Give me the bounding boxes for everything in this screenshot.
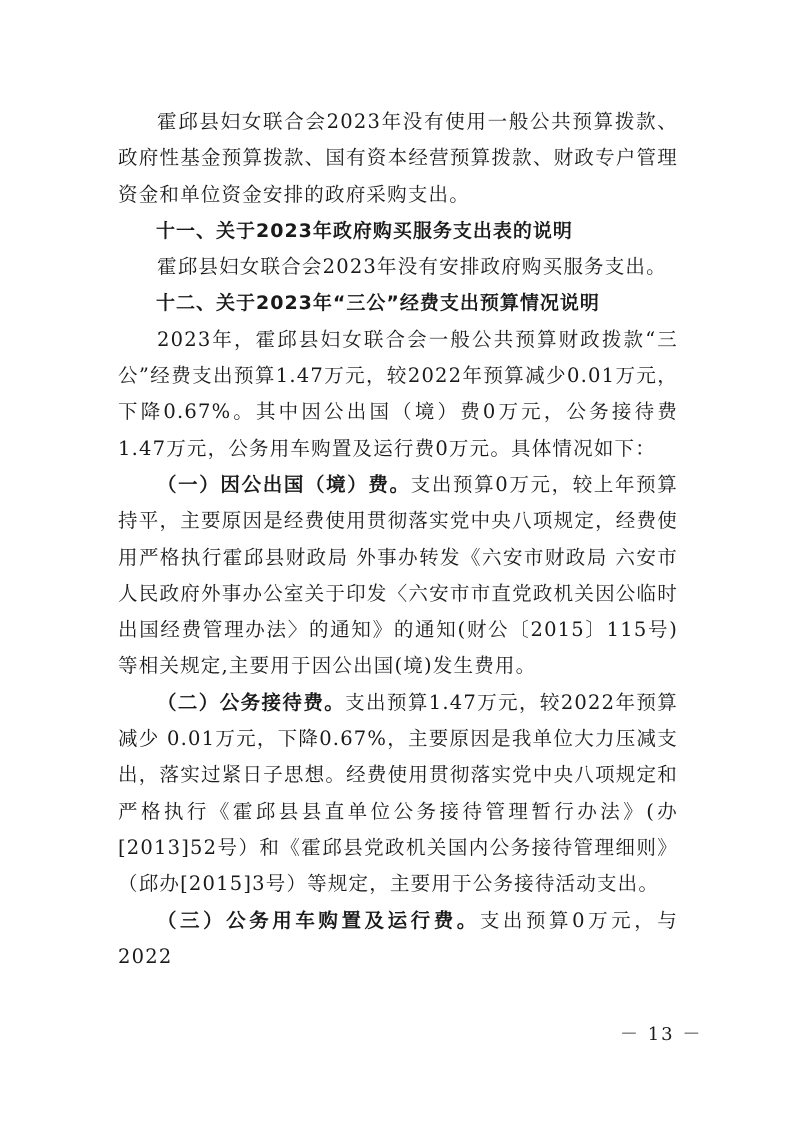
subheading-overseas-travel: （一）因公出国（境）费。 <box>157 472 411 496</box>
heading-section-11: 十一、关于2023年政府购买服务支出表的说明 <box>156 219 573 242</box>
paragraph-official-reception <box>118 685 678 903</box>
paragraph-procurement: 霍邱县妇女联合会2023年没有使用一般公共预算拨款、政府性基金预算拨款、国有资本经营预算拨款、财政专户管理资金和单位资金安排的政府采购支出。 <box>118 110 678 206</box>
paragraph-overseas-travel <box>118 467 678 685</box>
heading-section-12: 十二、关于2023年“三公”经费支出预算情况说明 <box>156 292 600 315</box>
official-reception-body: 支出预算1.47万元，较2022年预算减少 0.01万元，下降0.67%，主要原因是我单位大力压减支出，落实过紧日子思想。经费使用贯彻落实党中央八项规定和严格执行《霍邱县县直单位公务接待管理暂行办法》(办[2013]52号）和《霍邱县党政机关国内公务接待管理细则》（邱办[2015]3号）等规定，主要用于公务接待活动支出。 <box>118 690 678 896</box>
paragraph-three-public-summary: 2023年，霍邱县妇女联合会一般公共预算财政拨款“三公”经费支出预算1.47万元，较2022年预算减少0.01万元，下降0.67%。其中因公出国（境）费0万元，公务接待费1.47万元，公务用车购置及运行费0万元。具体情况如下： <box>118 327 678 460</box>
paragraph-official-vehicles <box>118 903 678 976</box>
paragraph-purchase-services: 霍邱县妇女联合会2023年没有安排政府购买服务支出。 <box>157 255 667 279</box>
document-body <box>118 104 678 975</box>
page-number: － 13 － <box>620 1024 703 1045</box>
overseas-travel-body: 支出预算0万元，较上年预算持平，主要原因是经费使用贯彻落实党中央八项规定，经费使用严格执行霍邱县财政局 外事办转发《六安市财政局 六安市人民政府外事办公室关于印发〈六安市市直党政机关因公临时出国经费管理办法〉的通知》的通知(财公〔2015〕115号)等相关规定,主要用于因公出国(境)发生费用。 <box>118 472 678 678</box>
subheading-official-reception: （二）公务接待费。 <box>157 690 346 714</box>
subheading-official-vehicles: （三）公务用车购置及运行费。 <box>157 908 480 932</box>
official-vehicles-body: 支出预算0万元，与2022 <box>118 908 678 968</box>
